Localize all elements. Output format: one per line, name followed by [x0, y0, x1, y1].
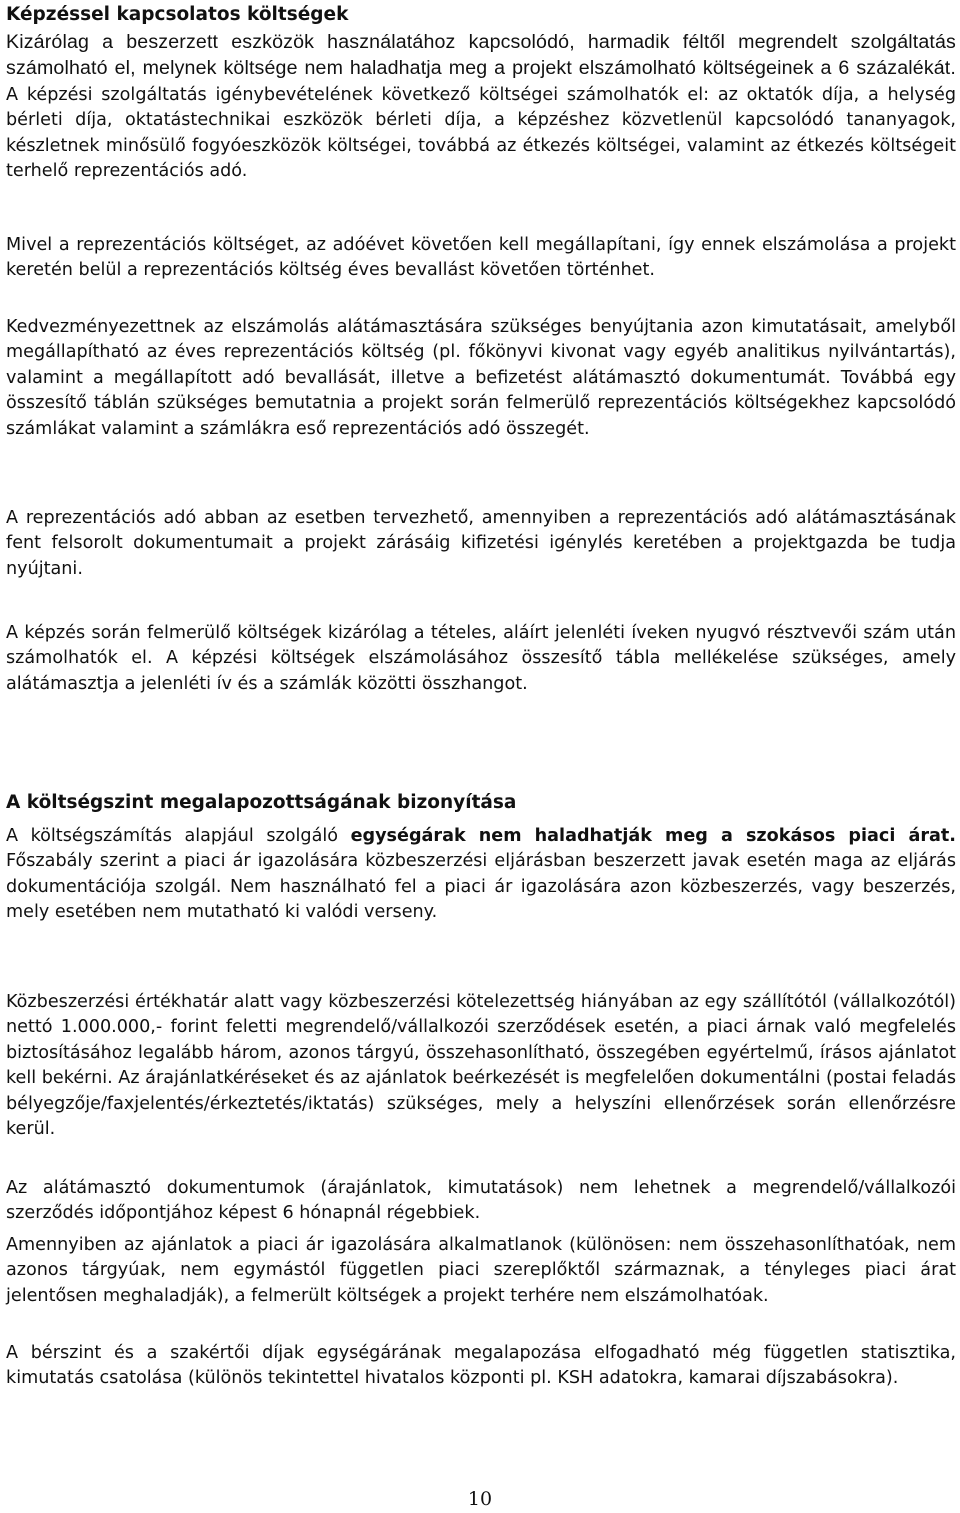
paragraph-text: A bérszint és a szakértői díjak egységárának megalapozása elfogadható még független statisztika, kimutatás csatolása (különös tekintettel hivatalos központi pl. KSH adatokra, kamarai díjszabásokra). — [6, 1343, 956, 1389]
paragraph-document-age — [6, 1176, 956, 1227]
paragraph-threshold-offers — [6, 990, 956, 1142]
paragraph-text: Kedvezményezettnek az elszámolás alátámasztására szükséges benyújtania azon kimutatásait, amelyből megállapítható az éves reprezentációs költség (pl. főkönyvi kivonat vagy egyéb analitikus nyilvántartás), valamint a megállapított adó bevallását, illetve a befizetést alátámasztó dokumentumát. Továbbá egy összesítő táblán szükséges bemutatnia a projekt során felmerülő reprezentációs költségekhez kapcsolódó számlákat valamint a számlákra eső reprezentációs adó összegét. — [6, 317, 956, 439]
paragraph-text: Az alátámasztó dokumentumok (árajánlatok, kimutatások) nem lehetnek a megrendelő/vállalkozói szerződés időpontjához képest 6 hónapnál régebbiek. — [6, 1178, 956, 1224]
paragraph-unsuitable-offers — [6, 1233, 956, 1309]
paragraph-wage-levels — [6, 1341, 956, 1392]
paragraph-text-emphasis: egységárak nem haladhatják meg a szokásos piaci árat. — [350, 826, 956, 846]
paragraph-text — [6, 30, 956, 184]
paragraph-text: A képzés során felmerülő költségek kizárólag a tételes, aláírt jelenléti íveken nyugvó résztvevői szám után számolhatók el. A képzési költségek elszámolásához összesítő tábla mellékelése szükséges, amely alátámasztja a jelenléti ív és a számlák közötti összhangot. — [6, 623, 956, 694]
paragraph-attendance-sheets — [6, 621, 956, 697]
paragraph-unit-prices — [6, 824, 956, 926]
paragraph-representation-timing — [6, 233, 956, 284]
section-title-training-costs: Képzéssel kapcsolatos költségek — [6, 4, 349, 25]
paragraph-text: Amennyiben az ajánlatok a piaci ár igazolására alkalmatlanok (különösen: nem összehasonlíthatóak, nem azonos tárgyúak, nem egymástól független piaci szereplőktől származnak, a tényleges piaci árat jelentősen meghaladják), a felmerült költségek a projekt terhére nem elszámolhatóak. — [6, 1235, 956, 1306]
paragraph-text: Mivel a reprezentációs költséget, az adóévet követően kell megállapítani, így ennek elszámolása a projekt keretén belül a reprezentációs költség éves bevallást követően történhet. — [6, 235, 956, 281]
paragraph-text-rest: Főszabály szerint a piaci ár igazolására közbeszerzési eljárásban beszerzett javak esetén maga az eljárás dokumentációja szolgál. Nem használható fel a piaci ár igazolására azon közbeszerzés, vagy beszerzés, mely esetében nem mutatható ki valódi verseny. — [6, 851, 956, 923]
paragraph-text-lead: A költségszámítás alapjául szolgáló — [6, 826, 351, 846]
paragraph-text-part-2: A képzési szolgáltatás igénybevételének következő költségei számolhatók el: az oktatók díja, a helység bérleti díja, oktatástechnikai eszközök bérleti díja, a képzéshez közvetlenül kapcsolódó tananyagok, készletnek minősülő fogyóeszközök költségei, továbbá az étkezés költségei, valamint az étkezés költségeit terhelő reprezentációs adó. — [6, 84, 956, 182]
page-number: 10 — [467, 1488, 493, 1510]
paragraph-text: Közbeszerzési értékhatár alatt vagy közbeszerzési kötelezettség hiányában az egy szállítótól (vállalkozótól) nettó 1.000.000,- forint feletti megrendelő/vállalkozói szerződések esetén, a piaci árnak való megfelelés biztosításához legalább három, azonos tárgyú, összehasonlítható, összegében egyértelmű, írásos ajánlatot kell bekérni. Az árajánlatkéréseket és az ajánlatok beérkezését is megfelelően dokumentálni (postai feladás bélyegzője/faxjelentés/érkeztetés/iktatás) szükséges, mely a helyszíni ellenőrzések során ellenőrzésre kerül. — [6, 992, 956, 1140]
paragraph-representation-tax — [6, 506, 956, 582]
paragraph-text: A reprezentációs adó abban az esetben tervezhető, amennyiben a reprezentációs adó alátámasztásának fent felsorolt dokumentumait a projekt zárásáig kifizetési igénylés keretében a projektgazda be tudja nyújtani. — [6, 508, 956, 579]
paragraph-text — [6, 824, 956, 926]
paragraph-training-intro — [6, 30, 956, 184]
paragraph-text-part-1: Kizárólag a beszerzett eszközök használatához kapcsolódó, harmadik féltől megrendelt szolgáltatás számolható el, melynek költsége nem haladhatja meg a projekt elszámolható költségeinek a 6 százalékát. — [6, 31, 956, 80]
section-title-cost-justification: A költségszint megalapozottságának bizonyítása — [6, 792, 517, 813]
paragraph-beneficiary-obligations — [6, 315, 956, 442]
